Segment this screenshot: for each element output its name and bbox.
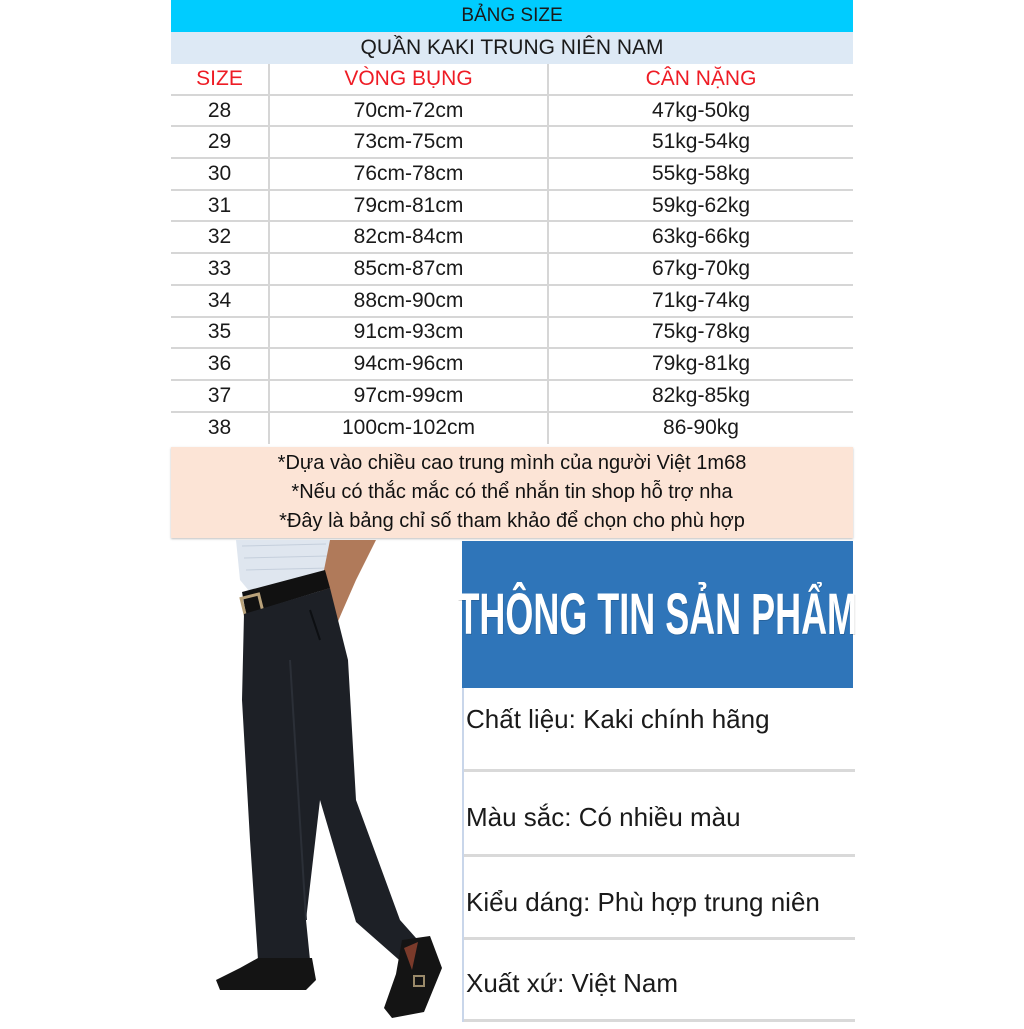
waist-cell: 70cm-72cm [270, 96, 549, 126]
waist-cell: 76cm-78cm [270, 159, 549, 189]
color-text: Màu sắc: Có nhiều màu [466, 802, 741, 832]
waist-cell: 88cm-90cm [270, 286, 549, 316]
product-info-header [457, 541, 858, 688]
weight-cell: 79kg-81kg [651, 352, 751, 376]
weight-cell: 71kg-74kg [651, 288, 751, 312]
product-info-title: THÔNG TIN SẢN PHẨM [457, 582, 858, 647]
note-height-basis: *Dựa vào chiều cao trung mình của người Việt 1m68 [277, 452, 747, 474]
weight-cell: 75kg-78kg [651, 320, 751, 344]
size-chart-title: BẢNG SIZE [171, 0, 853, 32]
weight-cell: 82kg-85kg [651, 383, 751, 407]
size-cell: 29 [171, 127, 270, 157]
product-info-origin [464, 940, 855, 1022]
table-row [171, 286, 853, 318]
table-row [171, 381, 853, 413]
size-grid-header [171, 64, 853, 96]
product-info-list [462, 688, 855, 1022]
weight-cell: 59kg-62kg [651, 193, 751, 217]
size-cell: 28 [171, 96, 270, 126]
column-header-size: SIZE [171, 64, 270, 94]
trousers-model-image [180, 540, 460, 1024]
product-info-material [464, 688, 855, 772]
weight-cell: 86-90kg [663, 416, 739, 440]
column-header-waist: VÒNG BỤNG [270, 64, 549, 94]
weight-cell: 55kg-58kg [651, 161, 751, 185]
weight-cell: 67kg-70kg [651, 256, 751, 280]
table-row [171, 413, 853, 445]
table-row [171, 254, 853, 286]
table-row [171, 191, 853, 223]
size-cell: 38 [171, 413, 270, 445]
waist-cell: 100cm-102cm [270, 413, 549, 445]
table-row [171, 318, 853, 350]
waist-cell: 97cm-99cm [270, 381, 549, 411]
note-contact-shop: *Nếu có thắc mắc có thể nhắn tin shop hỗ trợ nha [291, 481, 733, 503]
table-row [171, 349, 853, 381]
column-header-weight: CÂN NẶNG [645, 66, 757, 90]
weight-cell: 63kg-66kg [651, 225, 751, 249]
table-row [171, 222, 853, 254]
waist-cell: 73cm-75cm [270, 127, 549, 157]
size-grid [171, 64, 853, 444]
size-cell: 37 [171, 381, 270, 411]
waist-cell: 94cm-96cm [270, 349, 549, 379]
waist-cell: 85cm-87cm [270, 254, 549, 284]
size-cell: 36 [171, 349, 270, 379]
product-info-style [464, 857, 855, 940]
note-reference-only: *Đây là bảng chỉ số tham khảo để chọn cho phù hợp [279, 510, 745, 532]
size-chart-subtitle: QUẦN KAKI TRUNG NIÊN NAM [171, 32, 853, 64]
size-cell: 34 [171, 286, 270, 316]
product-info-color [464, 772, 855, 857]
table-row [171, 159, 853, 191]
weight-cell: 47kg-50kg [651, 98, 751, 122]
style-text: Kiểu dáng: Phù hợp trung niên [466, 887, 820, 917]
waist-cell: 82cm-84cm [270, 222, 549, 252]
material-text: Chất liệu: Kaki chính hãng [466, 704, 770, 734]
size-cell: 32 [171, 222, 270, 252]
size-cell: 35 [171, 318, 270, 348]
size-cell: 31 [171, 191, 270, 221]
waist-cell: 79cm-81cm [270, 191, 549, 221]
size-cell: 33 [171, 254, 270, 284]
waist-cell: 91cm-93cm [270, 318, 549, 348]
weight-cell: 51kg-54kg [651, 130, 751, 154]
model-photo [180, 540, 460, 1024]
size-chart [171, 0, 853, 64]
size-cell: 30 [171, 159, 270, 189]
origin-text: Xuất xứ: Việt Nam [466, 968, 679, 998]
table-row [171, 96, 853, 128]
size-chart-notes [171, 447, 853, 538]
table-row [171, 127, 853, 159]
